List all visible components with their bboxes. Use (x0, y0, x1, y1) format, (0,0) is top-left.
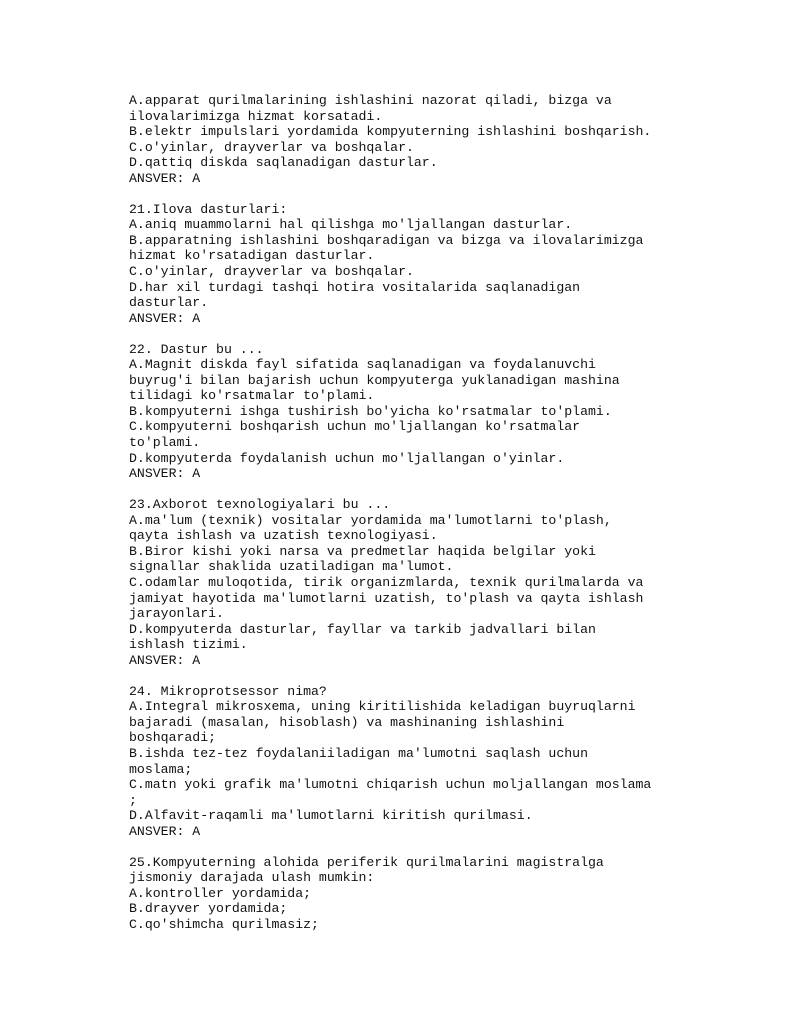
text-line: ; (129, 792, 137, 808)
text-line: signallar shaklida uzatiladigan ma'lumot. (129, 559, 454, 575)
answer-line: ANSVER: A (129, 170, 201, 186)
option-line: B.kompyuterni ishga tushirish bo'yicha ko'rsatmalar to'plami. (129, 403, 612, 419)
option-line: A.aniq muammolarni hal qilishga mo'ljallangan dasturlar. (129, 217, 573, 233)
option-line: A.Magnit diskda fayl sifatida saqlanadigan va foydalanuvchi (129, 357, 596, 373)
text-line: qayta ishlash va uzatish texnologiyasi. (129, 528, 438, 544)
text-line: jismoniy darajada ulash mumkin: (129, 870, 375, 886)
text-line: boshqaradi; (129, 730, 217, 746)
option-line: B.Biror kishi yoki narsa va predmetlar haqida belgilar yoki (129, 543, 596, 559)
answer-line: ANSVER: A (129, 823, 201, 839)
text-line: ishlash tizimi. (129, 637, 248, 653)
option-line: D.kompyuterda dasturlar, fayllar va tarkib jadvallari bilan (129, 621, 596, 637)
option-line: B.ishda tez-tez foydalaniiladigan ma'lumotni saqlash uchun (129, 745, 588, 761)
question-title: 25.Kompyuterning alohida periferik qurilmalarini magistralga (129, 854, 604, 870)
question-block (129, 497, 689, 668)
option-line: D.qattiq diskda saqlanadigan dasturlar. (129, 155, 438, 171)
option-line: C.odamlar muloqotida, tirik organizmlarda, texnik qurilmalarda va (129, 574, 644, 590)
option-line: B.elektr impulslari yordamida kompyuterning ishlashini boshqarish. (129, 124, 652, 140)
option-line: D.har xil turdagi tashqi hotira vositalarida saqlanadigan (129, 279, 581, 295)
text-line: to'plami. (129, 435, 201, 451)
question-block (129, 202, 689, 326)
question-block (129, 342, 689, 482)
question-block (129, 855, 689, 933)
question-block (129, 684, 689, 839)
text-line: jamiyat hayotida ma'lumotlarni uzatish, to'plash va qayta ishlash (129, 590, 644, 606)
option-line: A.kontroller yordamida; (129, 885, 312, 901)
option-line: B.drayver yordamida; (129, 901, 288, 917)
option-line: C.o'yinlar, drayverlar va boshqalar. (129, 264, 414, 280)
option-line: A.apparat qurilmalarining ishlashini nazorat qiladi, bizga va (129, 93, 612, 108)
text-line: moslama; (129, 761, 193, 777)
option-line: D.Alfavit-raqamli ma'lumotlarni kiritish qurilmasi. (129, 808, 533, 824)
answer-line: ANSVER: A (129, 652, 201, 668)
option-line: C.matn yoki grafik ma'lumotni chiqarish uchun moljallangan moslama (129, 777, 652, 793)
text-line: hizmat ko'rsatadigan dasturlar. (129, 248, 375, 264)
text-line: jarayonlari. (129, 606, 224, 622)
question-title: 24. Mikroprotsessor nima? (129, 683, 327, 699)
text-line: ilovalarimizga hizmat korsatadi. (129, 108, 383, 124)
text-line: dasturlar. (129, 295, 209, 311)
document-page (129, 93, 689, 948)
text-line: buyrug'i bilan bajarish uchun kompyuterga yuklanadigan mashina (129, 372, 620, 388)
option-line: D.kompyuterda foydalanish uchun mo'ljallangan o'yinlar. (129, 450, 565, 466)
question-title: 23.Axborot texnologiyalari bu ... (129, 497, 391, 513)
option-line: A.ma'lum (texnik) vositalar yordamida ma'lumotlarni to'plash, (129, 512, 612, 528)
option-line: C.o'yinlar, drayverlar va boshqalar. (129, 139, 414, 155)
answer-line: ANSVER: A (129, 310, 201, 326)
answer-line: ANSVER: A (129, 466, 201, 482)
option-line: C.kompyuterni boshqarish uchun mo'ljallangan ko'rsatmalar (129, 419, 581, 435)
option-line: B.apparatning ishlashini boshqaradigan va bizga va ilovalarimizga (129, 232, 644, 248)
text-line: bajaradi (masalan, hisoblash) va mashinaning ishlashini (129, 714, 565, 730)
question-block-continued (129, 93, 689, 186)
question-title: 21.Ilova dasturlari: (129, 201, 288, 217)
option-line: C.qo'shimcha qurilmasiz; (129, 916, 319, 932)
text-line: tilidagi ko'rsatmalar to'plami. (129, 388, 375, 404)
option-line: A.Integral mikrosxema, uning kiritilishida keladigan buyruqlarni (129, 699, 636, 715)
question-title: 22. Dastur bu ... (129, 341, 264, 357)
